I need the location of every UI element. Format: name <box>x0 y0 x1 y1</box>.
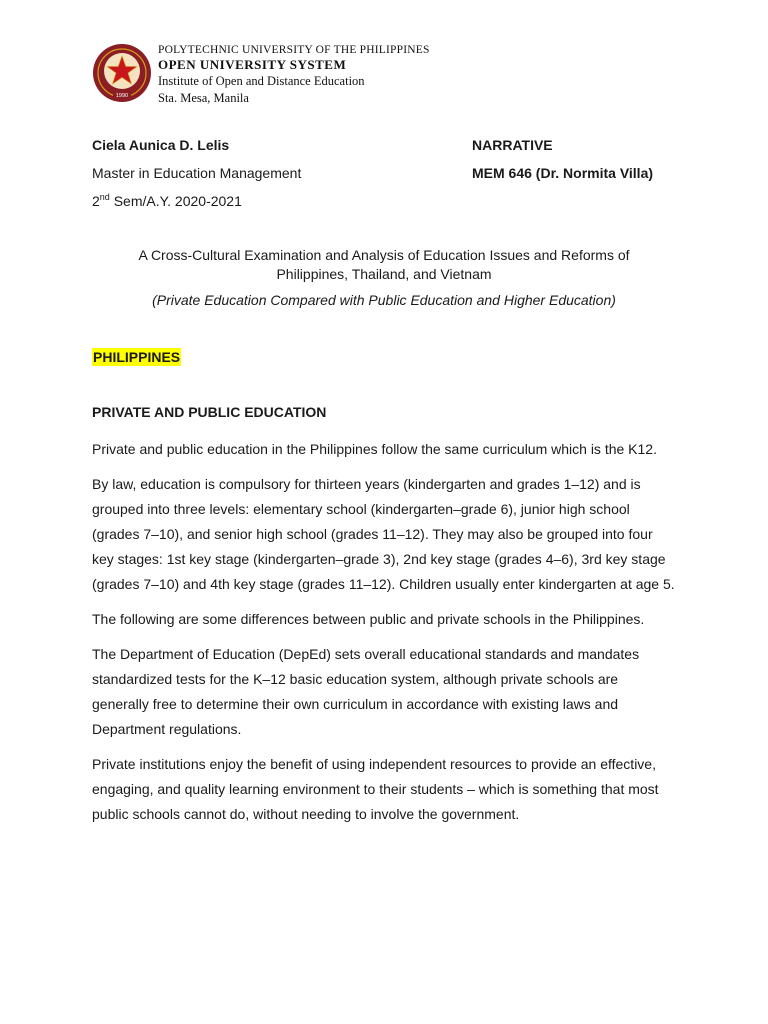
paragraph: By law, education is compulsory for thirteen years (kindergarten and grades 1–12) and is grouped into three levels: elementary school (kindergarten–grade 6), junior high school (grades 7–10), and senior high school (grades 11–12). They may also be grouped into four key stages: 1st key stage (kindergarten–grade 3), 2nd key stage (grades 4–6), 3rd key stage (grades 7–10) and 4th key stage (grades 11–12). Children usually enter kindergarten at age 5. <box>92 476 675 592</box>
title-line-1: A Cross-Cultural Examination and Analysis of Education Issues and Reforms of <box>138 247 630 263</box>
university-name: POLYTECHNIC UNIVERSITY OF THE PHILIPPINES <box>158 44 430 56</box>
system-name: OPEN UNIVERSITY SYSTEM <box>158 57 347 72</box>
semester: 2nd Sem/A.Y. 2020-2021 <box>92 192 242 209</box>
program-name: Master in Education Management <box>92 165 302 181</box>
university-seal <box>92 43 152 103</box>
country-heading: PHILIPPINES <box>93 349 181 365</box>
title-line-2: Philippines, Thailand, and Vietnam <box>276 266 492 282</box>
document-title <box>92 246 676 284</box>
institute-address: Sta. Mesa, Manila <box>158 91 249 105</box>
body-text <box>92 437 677 837</box>
author-name: Ciela Aunica D. Lelis <box>92 137 230 153</box>
institute-name: Institute of Open and Distance Education <box>158 74 365 88</box>
section-heading: PRIVATE AND PUBLIC EDUCATION <box>92 404 327 420</box>
document-type: NARRATIVE <box>472 137 553 153</box>
paragraph: The following are some differences between public and private schools in the Philippines. <box>92 611 645 627</box>
course-code: MEM 646 (Dr. Normita Villa) <box>472 165 654 181</box>
paragraph: The Department of Education (DepEd) sets overall educational standards and mandates standardized tests for the K–12 basic education system, although private schools are generally free to determine their own curriculum in accordance with existing laws and Department regulations. <box>92 646 640 737</box>
seal-year: 1990 <box>115 93 129 99</box>
paragraph: Private institutions enjoy the benefit of using independent resources to provide an effective, engaging, and quality learning environment to their students – which is something that most public schools cannot do, without needing to involve the government. <box>92 756 659 822</box>
university-header <box>158 43 430 107</box>
document-subtitle: (Private Education Compared with Public Education and Higher Education) <box>152 292 616 308</box>
paragraph: Private and public education in the Philippines follow the same curriculum which is the K12. <box>92 441 657 457</box>
